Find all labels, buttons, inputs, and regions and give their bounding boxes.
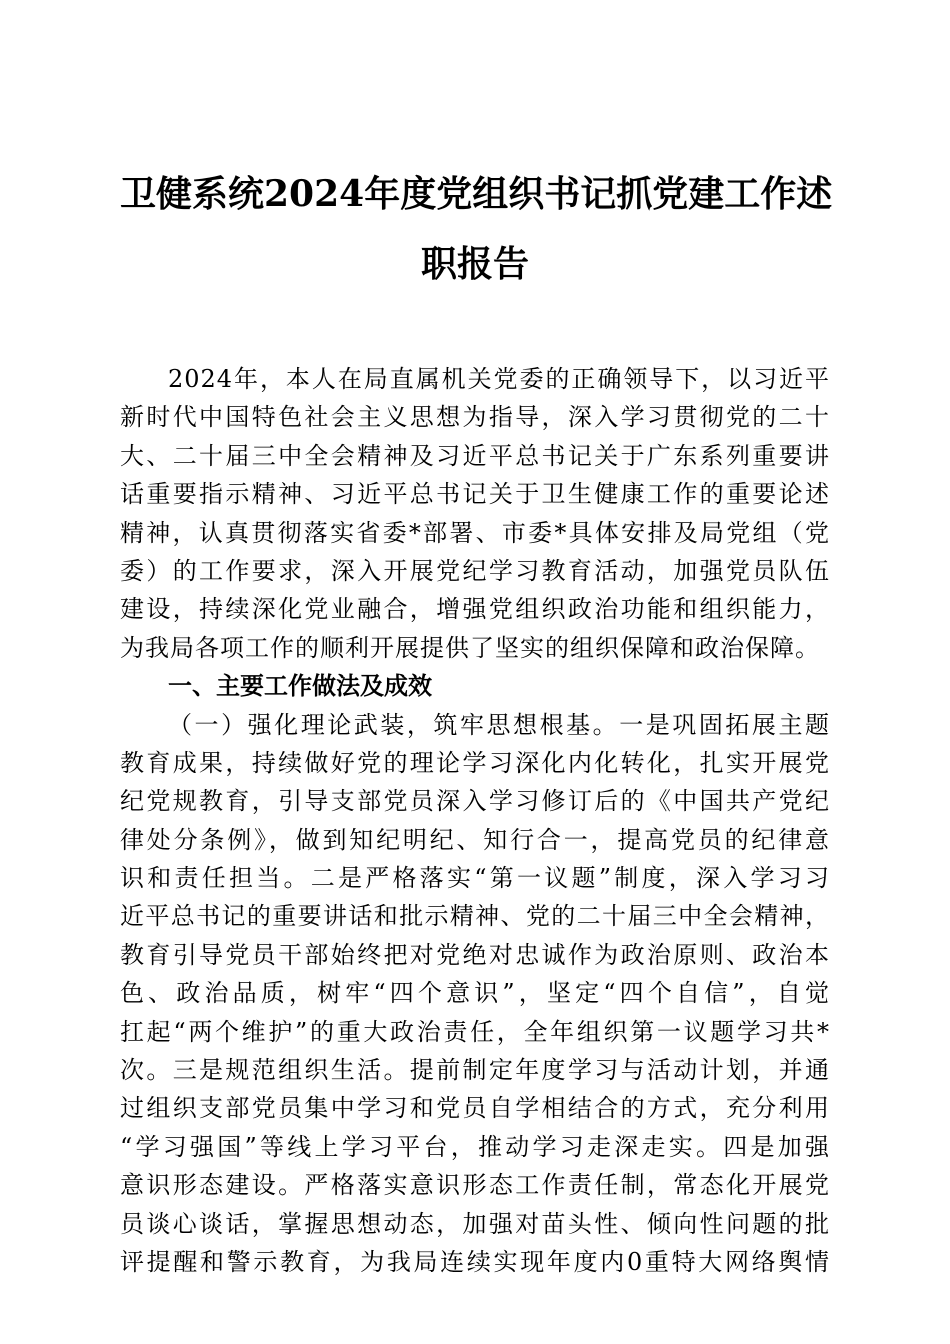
document-title-line-2: 职报告 [420, 243, 529, 285]
paragraph-line: 大、二十届三中全会精神及习近平总书记关于广东系列重要讲 [120, 441, 830, 470]
paragraph-line: 意识形态建设。严格落实意识形态工作责任制，常态化开展党 [120, 1171, 830, 1200]
paragraph-line: 过组织支部党员集中学习和党员自学相结合的方式，充分利用 [120, 1094, 830, 1123]
paragraph-line: 评提醒和警示教育，为我局连续实现年度内0重特大网络舆情 [120, 1247, 830, 1276]
paragraph-line: 2024年，本人在局直属机关党委的正确领导下，以习近平 [168, 365, 830, 393]
paragraph-line: 员谈心谈话，掌握思想动态，加强对苗头性、倾向性问题的批 [120, 1209, 830, 1238]
paragraph-line: 次。三是规范组织生活。提前制定年度学习与活动计划，并通 [120, 1056, 830, 1085]
paragraph-line: 建设，持续深化党业融合，增强党组织政治功能和组织能力， [120, 595, 830, 624]
section-heading: 一、主要工作做法及成效 [168, 671, 432, 701]
paragraph-line: （一）强化理论武装，筑牢思想根基。一是巩固拓展主题 [168, 710, 830, 739]
paragraph-line: “学习强国”等线上学习平台，推动学习走深走实。四是加强 [120, 1132, 830, 1161]
paragraph-line: 律处分条例》，做到知纪明纪、知行合一，提高党员的纪律意 [120, 825, 830, 854]
paragraph-line: 话重要指示精神、习近平总书记关于卫生健康工作的重要论述 [120, 480, 830, 509]
paragraph-line: 新时代中国特色社会主义思想为指导，深入学习贯彻党的二十 [120, 403, 830, 432]
paragraph-line: 识和责任担当。二是严格落实“第一议题”制度，深入学习习 [120, 864, 830, 893]
paragraph-line: 纪党规教育，引导支部党员深入学习修订后的《中国共产党纪 [120, 787, 830, 816]
document-body [120, 360, 830, 1281]
paragraph-line: 委）的工作要求，深入开展党纪学习教育活动，加强党员队伍 [120, 556, 830, 585]
paragraph-line: 教育引导党员干部始终把对党绝对忠诚作为政治原则、政治本 [120, 940, 830, 969]
paragraph-line: 精神，认真贯彻落实省委*部署、市委*具体安排及局党组（党 [120, 518, 830, 547]
paragraph-line: 扛起“两个维护”的重大政治责任，全年组织第一议题学习共* [120, 1017, 830, 1046]
paragraph-line: 色、政治品质，树牢“四个意识”，坚定“四个自信”，自觉 [120, 979, 830, 1008]
paragraph-line: 近平总书记的重要讲话和批示精神、党的二十届三中全会精神， [120, 902, 830, 931]
paragraph-line: 教育成果，持续做好党的理论学习深化内化转化，扎实开展党 [120, 748, 830, 777]
document-title-line-1: 卫健系统2024年度党组织书记抓党建工作述 [120, 173, 833, 215]
paragraph-line: 为我局各项工作的顺利开展提供了坚实的组织保障和政治保障。 [120, 633, 820, 662]
